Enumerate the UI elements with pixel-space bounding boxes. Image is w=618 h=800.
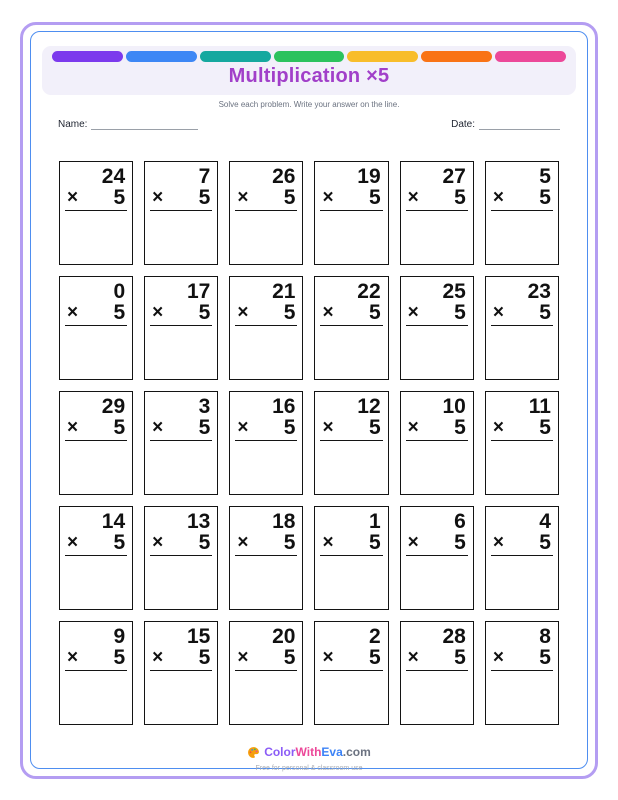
multiplicand: 2 (368, 625, 381, 648)
multiplicand: 15 (186, 625, 211, 648)
multiplicand: 23 (527, 280, 551, 303)
operator-row (315, 187, 387, 208)
multiply-sign: × (67, 532, 79, 553)
answer-line[interactable] (406, 210, 468, 211)
multiply-sign: × (237, 532, 249, 553)
multiply-sign: × (152, 532, 164, 553)
color-bar-strip (52, 51, 566, 62)
multiplier: 5 (198, 646, 211, 669)
answer-line[interactable] (150, 670, 212, 671)
problem-card (59, 276, 133, 380)
multiplicand: 6 (454, 510, 466, 533)
multiplicand: 13 (186, 510, 211, 533)
problem-card (400, 391, 474, 495)
date-input-line[interactable] (479, 119, 560, 130)
operator-row (145, 417, 217, 438)
multiplicand: 3 (198, 395, 211, 418)
problem-card (229, 276, 303, 380)
date-label: Date: (451, 119, 475, 130)
multiply-sign: × (407, 647, 419, 668)
color-bar (52, 51, 123, 62)
multiplicand: 24 (101, 165, 126, 188)
problem-card (400, 276, 474, 380)
multiplier: 5 (368, 646, 381, 669)
brand-part: Eva (321, 745, 343, 759)
color-bar (274, 51, 345, 62)
multiplier: 5 (113, 531, 126, 554)
multiplicand: 9 (113, 625, 126, 648)
multiplicand: 8 (539, 625, 551, 648)
multiply-sign: × (67, 187, 79, 208)
multiplicand: 16 (272, 395, 296, 418)
multiply-sign: × (67, 647, 79, 668)
multiplicand: 19 (357, 165, 381, 188)
problem-card (314, 161, 388, 265)
multiplicand: 1 (368, 510, 381, 533)
multiplicand: 28 (442, 625, 466, 648)
footer (0, 745, 618, 772)
operator-row (315, 417, 387, 438)
license-tagline: Free for personal & classroom use (255, 764, 363, 772)
header-band (42, 46, 576, 95)
operator-row (401, 187, 473, 208)
multiply-sign: × (492, 647, 504, 668)
operator-row (230, 417, 302, 438)
operator-row (486, 187, 558, 208)
problem-card (59, 391, 133, 495)
answer-line[interactable] (235, 210, 297, 211)
multiplicand: 7 (198, 165, 211, 188)
answer-line[interactable] (491, 440, 553, 441)
multiplier: 5 (283, 301, 296, 324)
problem-card (400, 621, 474, 725)
operator-row (145, 302, 217, 323)
multiplier: 5 (113, 416, 126, 439)
multiply-sign: × (492, 187, 504, 208)
brand-part: .com (342, 745, 371, 759)
problem-card (400, 506, 474, 610)
answer-line[interactable] (235, 670, 297, 671)
multiplier: 5 (368, 531, 381, 554)
color-bar (200, 51, 271, 62)
answer-line[interactable] (150, 325, 212, 326)
problems-grid (59, 161, 559, 725)
problem-card (144, 391, 218, 495)
operator-row (145, 647, 217, 668)
multiplier: 5 (539, 531, 551, 554)
answer-line[interactable] (150, 440, 212, 441)
multiplicand: 26 (272, 165, 296, 188)
problem-card (314, 276, 388, 380)
problem-card (400, 161, 474, 265)
multiply-sign: × (322, 417, 334, 438)
multiplier: 5 (539, 646, 551, 669)
operator-row (60, 647, 132, 668)
name-input-line[interactable] (91, 119, 198, 130)
problem-card (59, 161, 133, 265)
problem-card (144, 506, 218, 610)
multiplier: 5 (539, 301, 551, 324)
multiplier: 5 (539, 186, 551, 209)
multiplier: 5 (454, 301, 466, 324)
operator-row (145, 532, 217, 553)
answer-line[interactable] (406, 440, 468, 441)
answer-line[interactable] (65, 670, 127, 671)
multiply-sign: × (407, 532, 419, 553)
page-title: Multiplication ×5 (228, 65, 390, 87)
multiplier: 5 (539, 416, 551, 439)
answer-line[interactable] (491, 210, 553, 211)
operator-row (145, 187, 217, 208)
color-bar (495, 51, 566, 62)
answer-line[interactable] (320, 325, 382, 326)
answer-line[interactable] (150, 555, 212, 556)
operator-row (315, 302, 387, 323)
multiply-sign: × (492, 302, 504, 323)
problem-card (314, 506, 388, 610)
multiply-sign: × (152, 302, 164, 323)
multiply-sign: × (322, 532, 334, 553)
multiplier: 5 (454, 186, 466, 209)
multiplicand: 5 (539, 165, 551, 188)
answer-line[interactable] (65, 555, 127, 556)
multiply-sign: × (492, 417, 504, 438)
problem-card (229, 391, 303, 495)
problem-card (485, 391, 559, 495)
multiply-sign: × (407, 187, 419, 208)
multiplicand: 0 (113, 280, 126, 303)
problem-card (144, 276, 218, 380)
operator-row (315, 647, 387, 668)
multiplier: 5 (283, 531, 296, 554)
answer-line[interactable] (65, 440, 127, 441)
palette-icon (247, 746, 260, 759)
multiplier: 5 (454, 416, 466, 439)
brand-part: With (295, 745, 322, 759)
answer-line[interactable] (320, 555, 382, 556)
multiply-sign: × (237, 647, 249, 668)
answer-line[interactable] (406, 555, 468, 556)
problem-card (485, 276, 559, 380)
problem-card (229, 506, 303, 610)
multiply-sign: × (322, 647, 334, 668)
date-field (451, 119, 560, 130)
multiply-sign: × (407, 417, 419, 438)
problem-card (59, 506, 133, 610)
problem-card (485, 161, 559, 265)
answer-line[interactable] (320, 210, 382, 211)
multiply-sign: × (152, 417, 164, 438)
multiply-sign: × (67, 302, 79, 323)
multiplier: 5 (113, 186, 126, 209)
answer-line[interactable] (235, 555, 297, 556)
problem-card (144, 161, 218, 265)
multiply-sign: × (237, 302, 249, 323)
answer-line[interactable] (406, 325, 468, 326)
multiplier: 5 (283, 646, 296, 669)
answer-line[interactable] (320, 670, 382, 671)
problem-card (314, 391, 388, 495)
name-label: Name: (58, 119, 88, 130)
answer-line[interactable] (65, 210, 127, 211)
name-date-row (58, 119, 560, 130)
multiplicand: 21 (272, 280, 296, 303)
multiplier: 5 (454, 646, 466, 669)
multiplier: 5 (368, 301, 381, 324)
problem-card (59, 621, 133, 725)
problem-card (485, 621, 559, 725)
multiplicand: 22 (357, 280, 381, 303)
answer-line[interactable] (65, 325, 127, 326)
multiplicand: 25 (442, 280, 466, 303)
multiply-sign: × (67, 417, 79, 438)
problem-card (144, 621, 218, 725)
multiply-sign: × (152, 187, 164, 208)
multiplier: 5 (368, 416, 381, 439)
brand-line (247, 745, 371, 759)
operator-row (60, 302, 132, 323)
problem-card (314, 621, 388, 725)
multiplicand: 4 (539, 510, 551, 533)
brand-part: Color (264, 745, 296, 759)
operator-row (315, 532, 387, 553)
multiplicand: 10 (442, 395, 466, 418)
operator-row (60, 532, 132, 553)
operator-row (60, 417, 132, 438)
brand-text[interactable] (264, 745, 371, 759)
multiplier: 5 (368, 186, 381, 209)
operator-row (230, 187, 302, 208)
name-field (58, 119, 198, 130)
multiplier: 5 (198, 531, 211, 554)
multiply-sign: × (322, 187, 334, 208)
multiplicand: 20 (272, 625, 296, 648)
multiplier: 5 (113, 646, 126, 669)
multiplier: 5 (113, 301, 126, 324)
answer-line[interactable] (235, 325, 297, 326)
multiplier: 5 (198, 301, 211, 324)
multiplicand: 29 (101, 395, 126, 418)
answer-line[interactable] (150, 210, 212, 211)
answer-line[interactable] (406, 670, 468, 671)
multiplicand: 27 (442, 165, 466, 188)
operator-row (401, 417, 473, 438)
color-bar (347, 51, 418, 62)
instructions-text: Solve each problem. Write your answer on the line. (218, 100, 400, 109)
multiplier: 5 (198, 186, 211, 209)
answer-line[interactable] (235, 440, 297, 441)
multiplicand: 17 (186, 280, 211, 303)
operator-row (60, 187, 132, 208)
multiplicand: 11 (528, 395, 551, 418)
multiplier: 5 (283, 186, 296, 209)
operator-row (486, 647, 558, 668)
multiplicand: 18 (272, 510, 296, 533)
multiplier: 5 (454, 531, 466, 554)
answer-line[interactable] (491, 325, 553, 326)
multiply-sign: × (322, 302, 334, 323)
operator-row (401, 647, 473, 668)
answer-line[interactable] (491, 670, 553, 671)
color-bar (421, 51, 492, 62)
operator-row (401, 302, 473, 323)
operator-row (486, 302, 558, 323)
operator-row (230, 647, 302, 668)
multiply-sign: × (407, 302, 419, 323)
answer-line[interactable] (491, 555, 553, 556)
multiply-sign: × (237, 417, 249, 438)
multiply-sign: × (152, 647, 164, 668)
operator-row (486, 532, 558, 553)
operator-row (230, 302, 302, 323)
multiplier: 5 (283, 416, 296, 439)
operator-row (230, 532, 302, 553)
operator-row (401, 532, 473, 553)
color-bar (126, 51, 197, 62)
multiply-sign: × (237, 187, 249, 208)
operator-row (486, 417, 558, 438)
multiplicand: 14 (101, 510, 126, 533)
multiply-sign: × (492, 532, 504, 553)
answer-line[interactable] (320, 440, 382, 441)
multiplicand: 12 (357, 395, 381, 418)
multiplier: 5 (198, 416, 211, 439)
problem-card (229, 161, 303, 265)
problem-card (229, 621, 303, 725)
problem-card (485, 506, 559, 610)
